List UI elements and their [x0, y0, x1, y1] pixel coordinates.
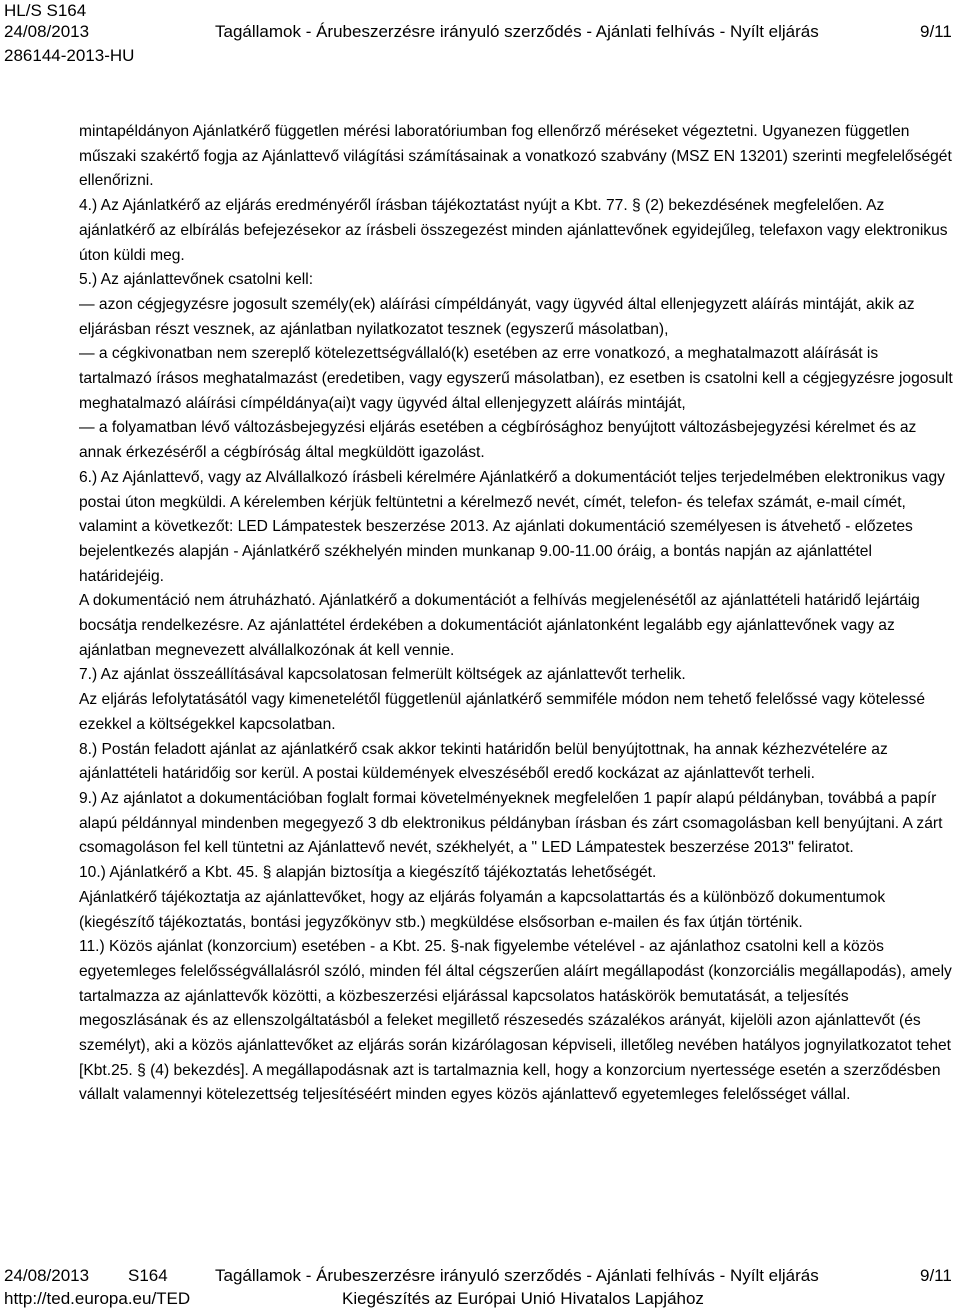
paragraph: 6.) Az Ajánlattevő, vagy az Alvállalkozó írásbeli kérelmére Ajánlatkérő a dokumentációt teljes terjedelmében elektronikus vagy postai úton megküldi. A kérelemben kérjük feltüntetni a kérelmező nevét, címét, telefon- és telefax számát, e-mail címét, valamint a következőt: LED Lámpatestek beszerzése 2013. Az ajánlati dokumentáció személyesen is átvehető - előzetes bejelentkezés alapján - Ajánlatkérő székhelyén minden munkanap 9.00-11.00 óráig, a bontás napján az ajánlattétel határidejéig. [79, 468, 945, 585]
paragraph: 11.) Közös ajánlat (konzorcium) esetében - a Kbt. 25. §-nak figyelembe vételével - az ajánlathoz csatolni kell a közös egyetemleges felelősségvállalásról szóló, minden fél által cégszerűen aláírt megállapodást (konzorciális megállapodás), amely tartalmazza az ajánlattevők közötti, a közbeszerzési eljárással kapcsolatos hatáskörök bemutatását, a teljesítés megoszlásának és az ellenszolgáltatásból a feleket megillető részesedés százalékos arányát, kijelöli azon ajánlattevőt (és személyt), aki a közös ajánlattevőket az eljárás során kizárólagosan képviseli, illetőleg nevében hatályos jognyilatkozatot tehet [Kbt.25. § (4) bekezdés]. A megállapodásnak azt is tartalmaznia kell, hogy a konzorcium nyertessége esetén a szerződésben vállalt valamennyi kötelezettség teljesítéséért minden egyes közös ajánlattevő egyetemleges felelősséget vállal. [79, 938, 952, 1104]
paragraph: 4.) Az Ajánlatkérő az eljárás eredményéről írásban tájékoztatást nyújt a Kbt. 77. § (2) bekezdésének megfelelően. Az ajánlatkérő az elbírálás befejezésekor az írásbeli összegezést minden ajánlattevőnek egyidejűleg, telefaxon vagy elektronikus úton küldi meg. [79, 197, 948, 264]
footer-publisher: Kiegészítés az Európai Unió Hivatalos Lapjához [342, 1289, 704, 1308]
paragraph: A dokumentáció nem átruházható. Ajánlatkérő a dokumentációt a felhívás megjelenésétől az ajánlattételi határidő lejártáig bocsátja rendelkezésre. Az ajánlattétel érdekében a dokumentációt ajánlatonként legalább egy ajánlattevőnek vagy az ajánlatban megnevezett alvállalkozónak át kell vennie. [79, 592, 920, 659]
paragraph: 9.) Az ajánlatot a dokumentációban foglalt formai követelményeknek megfelelően 1 papír alapú példányban, továbbá a papír alapú példánnyal mindenben megegyező 3 db elektronikus példányban írásban és zárt csomagolásban kell benyújtani. A zárt csomagoláson fel kell tüntetni az Ajánlattevő nevét, székhelyét, a " LED Lámpatestek beszerzése 2013" feliratot. [79, 789, 943, 857]
paragraph: — a folyamatban lévő változásbejegyzési eljárás esetében a cégbírósághoz benyújtott változásbejegyzési kérelmet és az annak érkezéséről a cégbíróság által megküldött igazolást. [79, 419, 917, 462]
paragraph: Ajánlatkérő tájékoztatja az ajánlattevőket, hogy az eljárás folyamán a kapcsolattartás és a különböző dokumentumok (kiegészítő tájékoztatás, bontási jegyzőkönyv stb.) megküldése elsősorban e-mailen és fax útján történik. [79, 888, 886, 931]
footer-page-number: 9/11 [920, 1266, 952, 1285]
footer-title: Tagállamok - Árubeszerzésre irányuló szerződés - Ajánlati felhívás - Nyílt eljárás [215, 1266, 819, 1285]
document-body [79, 120, 955, 1108]
header-title: Tagállamok - Árubeszerzésre irányuló szerződés - Ajánlati felhívás - Nyílt eljárás [215, 22, 819, 41]
footer-series: S164 [128, 1266, 168, 1285]
paragraph: 8.) Postán feladott ajánlat az ajánlatkérő csak akkor tekinti határidőn belül benyújtottnak, ha annak kézhezvételére az ajánlattételi határidőig sor kerül. A postai küldemények elveszéséből eredő kockázat az ajánlattevőt terheli. [79, 740, 888, 783]
paragraph: 10.) Ajánlatkérő a Kbt. 45. § alapján biztosítja a kiegészítő tájékoztatás lehetőségét. [79, 864, 657, 882]
header-date: 24/08/2013 [4, 22, 90, 41]
footer-url: http://ted.europa.eu/TED [4, 1289, 191, 1308]
notice-id: 286144-2013-HU [4, 46, 135, 65]
doc-code: HL/S S164 [4, 1, 87, 20]
footer-date: 24/08/2013 [4, 1266, 90, 1285]
paragraph: 7.) Az ajánlat összeállításával kapcsolatosan felmerült költségek az ajánlattevőt terhelik. [79, 666, 686, 684]
paragraph: — a cégkivonatban nem szereplő kötelezettségvállaló(k) esetében az erre vonatkozó, a meghatalmazott aláírását is tartalmazó írásos meghatalmazást (eredetiben, vagy egyszerű másolatban), ez esetben is csatolni kell a cégjegyzésre jogosult meghatalmazó aláírási címpéldánya(ai)t vagy ügyvéd által ellenjegyzett aláírás mintáját, [79, 345, 953, 412]
paragraph: — azon cégjegyzésre jogosult személy(ek) aláírási címpéldányát, vagy ügyvéd által ellenjegyzett aláírás mintáját, akik az eljárásban részt vesznek, az ajánlatban nyilatkozatot tesznek (egyszerű másolatban), [79, 295, 915, 338]
paragraph: mintapéldányon Ajánlatkérő független mérési laboratóriumban fog ellenőrző méréseket végeztetni. Ugyanezen független műszaki szakértő fogja az Ajánlattevő világítási számításainak a vonatkozó szabvány (MSZ EN 13201) szerinti megfelelőségét ellenőrizni. [79, 123, 952, 190]
header-page-number: 9/11 [920, 22, 952, 41]
paragraph: 5.) Az ajánlattevőnek csatolni kell: [79, 271, 314, 289]
paragraph: Az eljárás lefolytatásától vagy kimenetelétől függetlenül ajánlatkérő semmiféle módon nem tehető felelőssé vagy kötelessé ezekkel a költségekkel kapcsolatban. [79, 691, 925, 733]
